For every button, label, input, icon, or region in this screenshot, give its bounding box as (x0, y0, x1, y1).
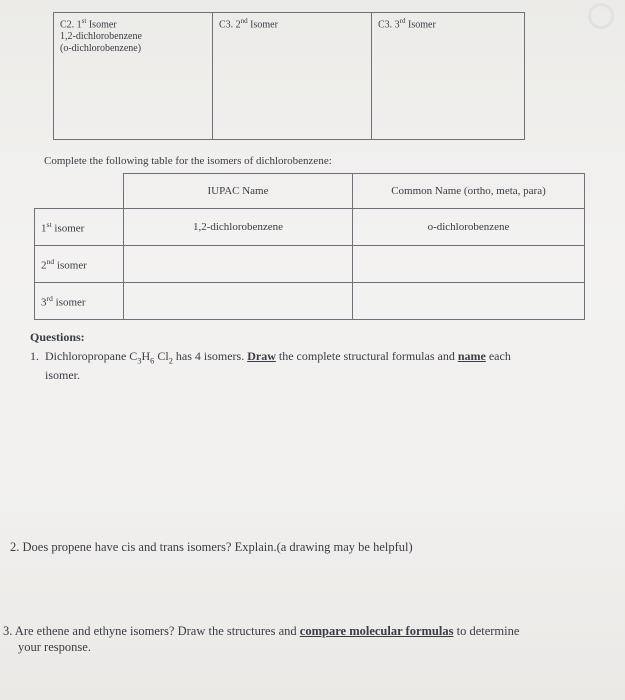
row-common[interactable]: o-dichlorobenzene (353, 209, 585, 246)
isomer-cell-1 (54, 13, 213, 139)
row-common[interactable] (353, 283, 585, 320)
header-common: Common Name (ortho, meta, para) (353, 174, 585, 209)
header-corner (35, 174, 124, 209)
row-iupac[interactable] (124, 246, 353, 283)
row-common[interactable] (353, 246, 585, 283)
isomer-drawing-table (53, 12, 525, 140)
isomer-cell-3[interactable] (372, 13, 525, 139)
dichlorobenzene-table (34, 173, 585, 320)
isomer-cell-3-title: C3. 3rd Isomer (378, 17, 436, 31)
table-instructions: Complete the following table for the isomers of dichlorobenzene: (44, 155, 332, 167)
isomer-cell-1-title: C2. 1st Isomer (60, 17, 117, 31)
table-row (35, 246, 585, 283)
table-row (35, 283, 585, 320)
table-row (35, 209, 585, 246)
question-3: 3. Are ethene and ethyne isomers? Draw the structures and compare molecular formulas to determine your response. (3, 624, 520, 654)
isomer-cell-1-common: (o-dichlorobenzene) (60, 43, 142, 55)
question-1: 1. Dichloropropane $C_3H_6$ $Cl_2$ has 4 isomers. Draw the complete structural formulas and name each isomer. (30, 349, 511, 383)
questions-heading: Questions: (30, 330, 85, 344)
isomer-cell-1-iupac: 1,2-dichlorobenzene (60, 31, 142, 43)
table-header-row (35, 174, 585, 209)
row-iupac[interactable]: 1,2-dichlorobenzene (124, 209, 353, 246)
circle-mark-icon (588, 3, 614, 29)
row-label: 2nd isomer (35, 246, 124, 283)
row-label: 3rd isomer (35, 283, 124, 320)
row-iupac[interactable] (124, 283, 353, 320)
question-2: 2. Does propene have cis and trans isomers? Explain.(a drawing may be helpful) (10, 540, 413, 554)
isomer-cell-2[interactable] (213, 13, 372, 139)
row-label: 1st isomer (35, 209, 124, 246)
header-iupac: IUPAC Name (124, 174, 353, 209)
isomer-cell-2-title: C3. 2nd Isomer (219, 17, 278, 31)
